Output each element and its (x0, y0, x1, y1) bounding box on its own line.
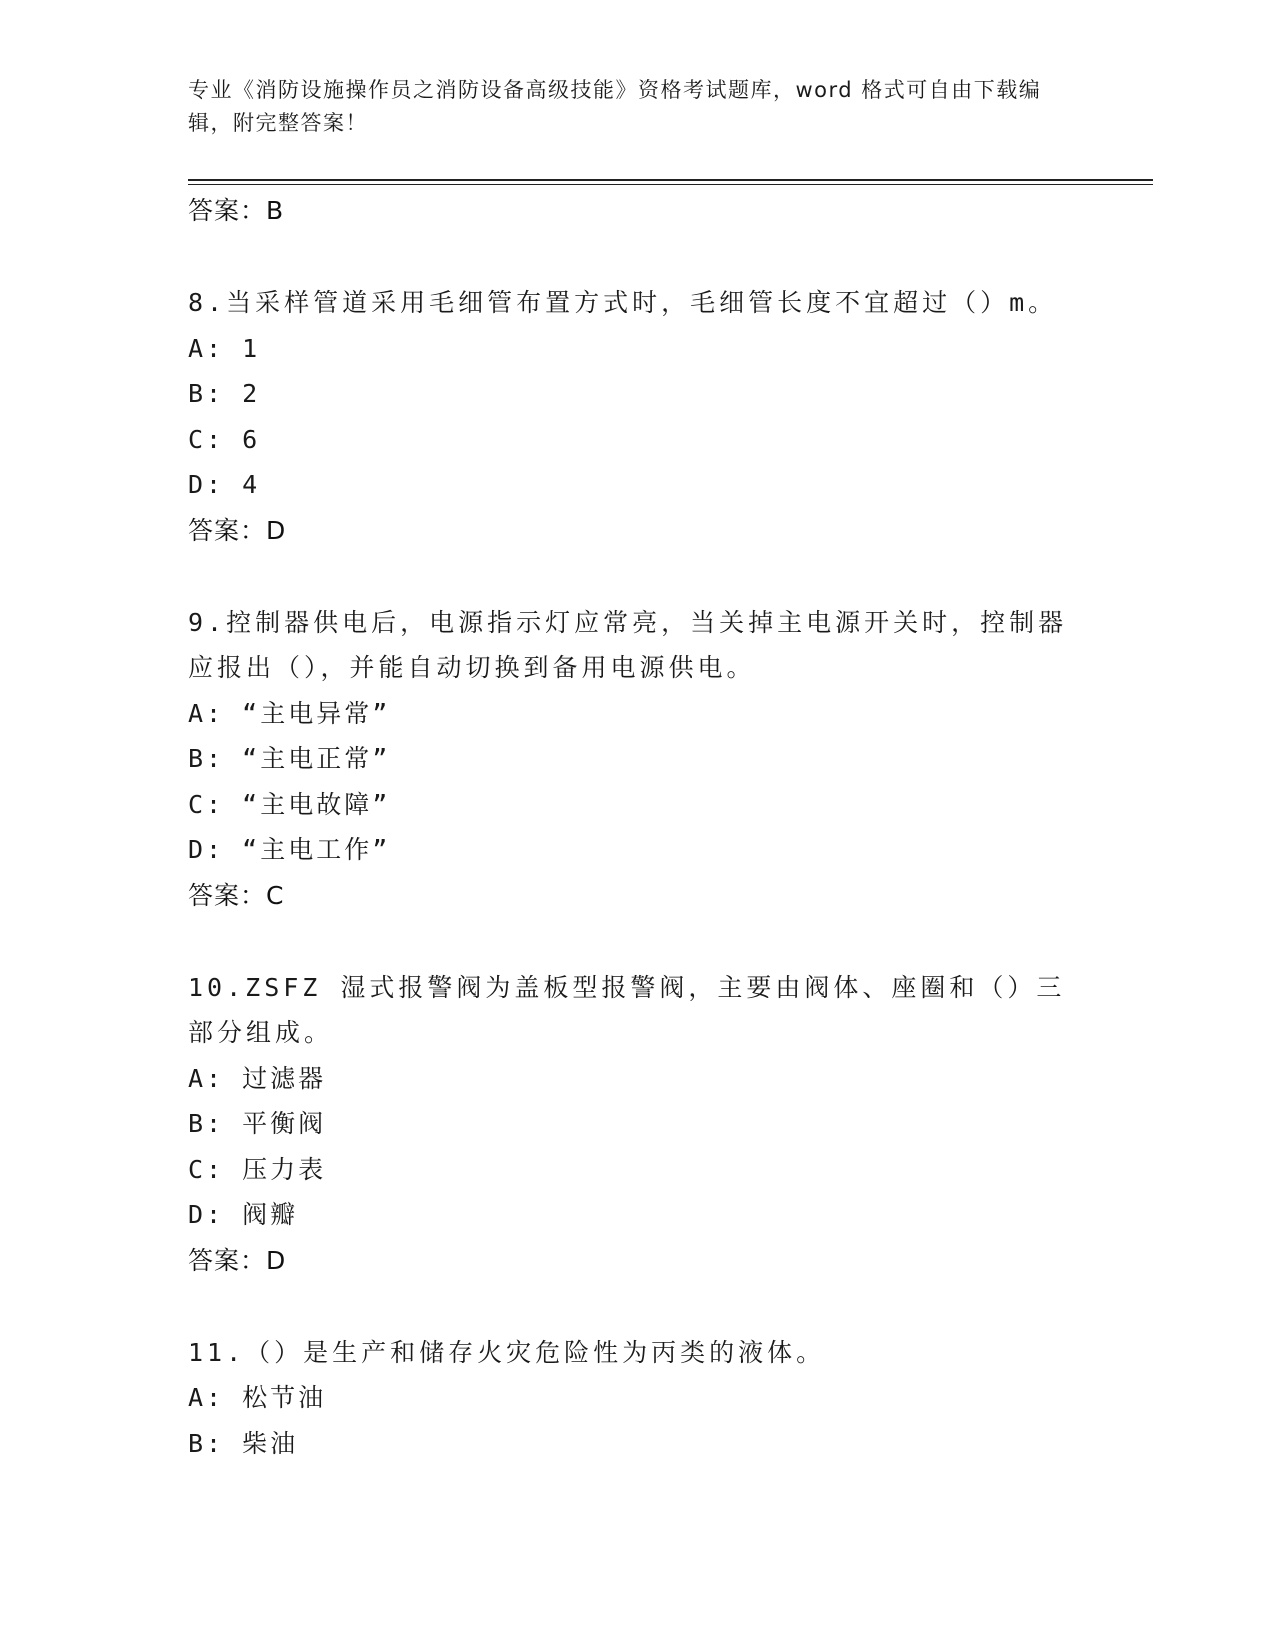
option-d: D: 4 (188, 470, 261, 499)
question-block (188, 1330, 1088, 1467)
answer-line: 答案：D (188, 1245, 287, 1275)
option-c: C: “主电故障” (188, 789, 391, 819)
question-stem: 11.（）是生产和储存火灾危险性为丙类的液体。 (188, 1337, 826, 1367)
answer-line: 答案：D (188, 515, 287, 545)
question-stem: 8.当采样管道采用毛细管布置方式时，毛细管长度不宜超过（）m。 (188, 288, 1058, 317)
option-d: D: 阀瓣 (188, 1200, 299, 1229)
option-a: A: 松节油 (188, 1383, 327, 1412)
option-c: C: 6 (188, 424, 261, 454)
option-a: A: 1 (188, 333, 261, 363)
question-block (188, 600, 1088, 919)
option-a: A: 过滤器 (188, 1063, 327, 1093)
question-block (188, 280, 1088, 554)
spacer (188, 919, 1088, 965)
spacer (188, 1284, 1088, 1330)
option-c: C: 压力表 (188, 1154, 327, 1184)
option-a: A: “主电异常” (188, 698, 391, 728)
option-d: D: “主电工作” (188, 835, 391, 864)
header-divider-thin (188, 184, 1153, 185)
question-stem: 10.ZSFZ 湿式报警阀为盖板型报警阀，主要由阀体、座圈和（）三部分组成。 (188, 972, 1066, 1047)
option-b: B: “主电正常” (188, 744, 391, 773)
page-header: 专业《消防设施操作员之消防设备高级技能》资格考试题库，word 格式可自由下载编辑，附完整答案！ (188, 78, 1042, 135)
spacer (188, 234, 1088, 280)
option-b: B: 柴油 (188, 1428, 299, 1458)
question-list (188, 188, 1088, 1466)
answer-line: 答案：B (188, 196, 285, 225)
answer-line: 答案：C (188, 880, 285, 910)
option-b: B: 2 (188, 379, 261, 408)
question-block (188, 965, 1088, 1284)
option-b: B: 平衡阀 (188, 1109, 327, 1138)
spacer (188, 554, 1088, 600)
question-stem: 9.控制器供电后，电源指示灯应常亮，当关掉主电源开关时，控制器应报出（），并能自动切换到备用电源供电。 (188, 607, 1068, 682)
header-divider-thick (188, 179, 1153, 181)
